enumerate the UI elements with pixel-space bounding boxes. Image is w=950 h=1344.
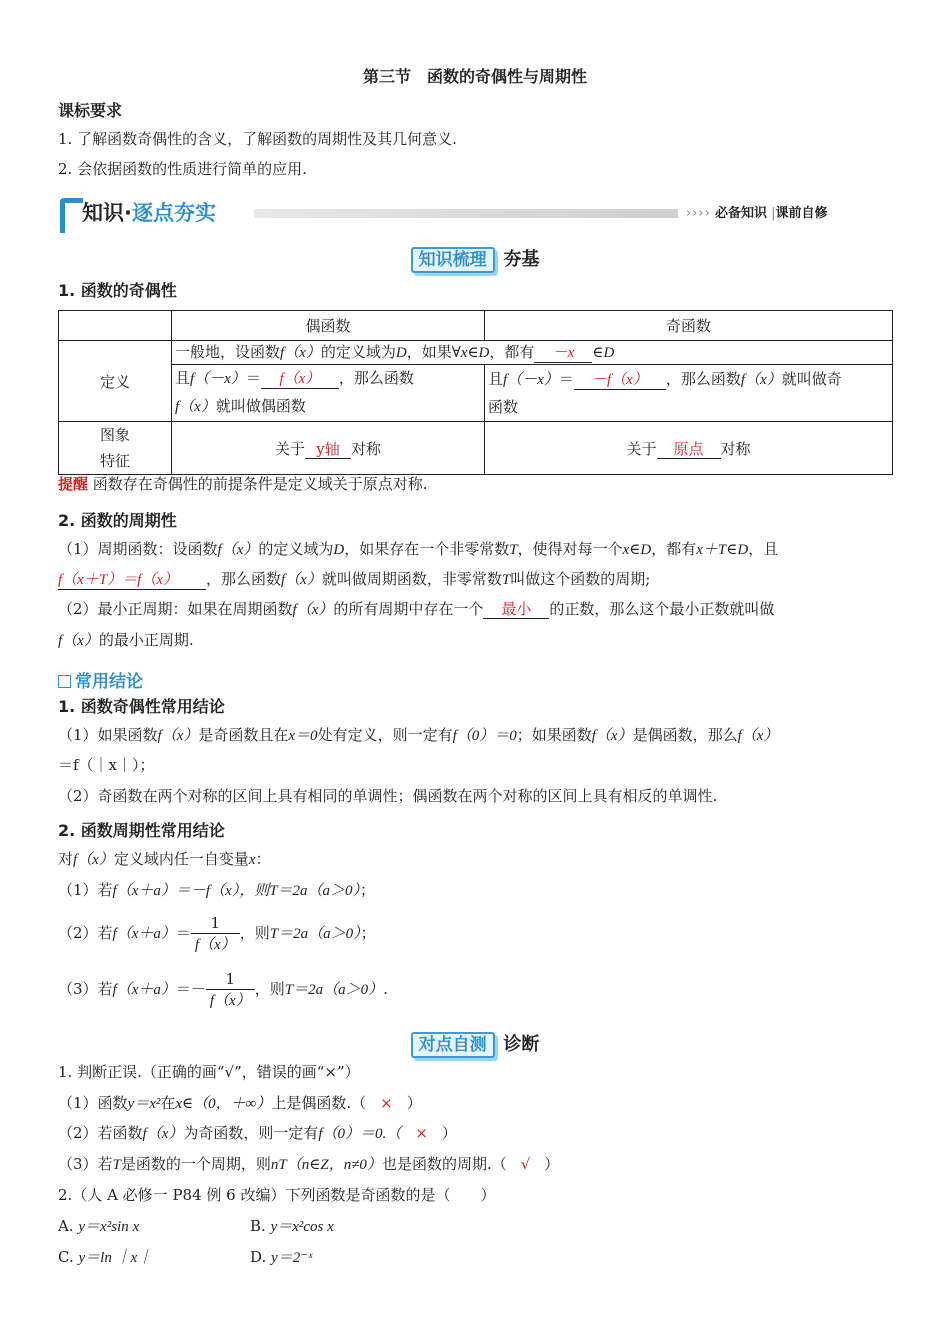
section-tag-selftest bbox=[0, 1030, 950, 1056]
checkbox-icon bbox=[58, 675, 71, 688]
odd-definition: 且f（－x）＝ －f（x） ，那么函数f（x）就叫做奇 函数 bbox=[485, 365, 893, 422]
parity-heading: 1. 函数的奇偶性 bbox=[58, 281, 177, 300]
min-period-line2: f（x）的最小正周期. bbox=[58, 631, 194, 649]
col-even: 偶函数 bbox=[172, 311, 485, 341]
option-a: A. y＝x²sin x bbox=[58, 1217, 140, 1235]
period-def-line1: （1）周期函数：设函数f（x）的定义域为D，如果存在一个非零常数T，使得对每一个x∈D，都有x＋T∈D，且 bbox=[58, 540, 779, 558]
answer-cross: × bbox=[380, 1094, 393, 1112]
requirement-item: 1. 了解函数奇偶性的含义，了解函数的周期性及其几何意义. bbox=[58, 130, 457, 148]
tip-label: 提醒 bbox=[58, 475, 89, 493]
period-def-line2: f（x＋T）＝f（x） ，那么函数f（x）就叫做周期函数，非零常数T叫做这个函数的周期; bbox=[58, 570, 651, 588]
option-b: B. y＝x²cos x bbox=[250, 1217, 334, 1235]
conclusion2-intro: 对f（x）定义域内任一自变量x： bbox=[58, 850, 271, 868]
knowledge-banner bbox=[58, 196, 896, 232]
row-definition: 定义 bbox=[59, 341, 172, 422]
conclusion1-heading: 1. 函数奇偶性常用结论 bbox=[58, 697, 225, 716]
question-1-3: （3）若T是函数的一个周期，则nT（n∈Z，n≠0）也是函数的周期.（ √ ） bbox=[58, 1155, 560, 1173]
answer-period: f（x＋T）＝f（x） bbox=[58, 571, 206, 590]
fraction: $\frac{1}{f(x)}$ bbox=[206, 969, 255, 1012]
page-title: 第三节 函数的奇偶性与周期性 bbox=[362, 67, 587, 86]
answer-y-axis: y轴 bbox=[305, 440, 351, 459]
answer-check: √ bbox=[520, 1155, 531, 1173]
section-tag-label: 对点自测 bbox=[411, 1032, 495, 1058]
section-tag-suffix: 夯基 bbox=[503, 249, 540, 270]
period-heading: 2. 函数的周期性 bbox=[58, 511, 177, 530]
definition-common: 一般地，设函数f（x）的定义域为D，如果∀x∈D，都有 －x ∈D bbox=[172, 341, 893, 365]
question-2: 2.（人 A 必修一 P84 例 6 改编）下列函数是奇函数的是（ ） bbox=[58, 1186, 496, 1204]
answer-origin: 原点 bbox=[657, 440, 721, 459]
option-d: D. y＝2⁻ˣ bbox=[250, 1248, 313, 1266]
banner-dot: · bbox=[124, 201, 132, 225]
section-tag-suffix: 诊断 bbox=[503, 1034, 540, 1055]
conclusion2-heading: 2. 函数周期性常用结论 bbox=[58, 821, 225, 840]
conclusion1-item1-line2: ＝f（｜x｜）； bbox=[58, 756, 155, 774]
even-definition: 且f（－x）＝ f（x） ，那么函数 f（x）就叫做偶函数 bbox=[172, 365, 485, 422]
conclusion1-item2: （2）奇函数在两个对称的区间上具有相同的单调性；偶函数在两个对称的区间上具有相反的单调性. bbox=[58, 787, 718, 805]
option-c: C. y＝ln ｜x｜ bbox=[58, 1248, 153, 1266]
banner-bracket-icon bbox=[60, 198, 83, 233]
parity-table bbox=[58, 310, 893, 475]
requirement-item: 2. 会依据函数的性质进行简单的应用. bbox=[58, 160, 307, 178]
question-1-2: （2）若函数f（x）为奇函数，则一定有f（0）＝0.（ × ） bbox=[58, 1124, 457, 1142]
banner-sep: | bbox=[771, 206, 776, 221]
conclusion2-rule2: （2）若f（x＋a）＝ $\frac{1}{f(x)}$ ，则T＝2a（a＞0）； bbox=[58, 910, 376, 957]
banner-title-b: 逐点夯实 bbox=[131, 201, 216, 225]
conclusion2-rule1: （1）若f（x＋a）＝－f（x），则T＝2a（a＞0）； bbox=[58, 881, 376, 899]
answer-even: f（x） bbox=[261, 370, 339, 389]
section-tag-label: 知识梳理 bbox=[411, 247, 495, 273]
tip-text: 函数存在奇偶性的前提条件是定义域关于原点对称. bbox=[92, 475, 428, 493]
answer-min: 最小 bbox=[483, 600, 549, 619]
min-period-line1: （2）最小正周期：如果在周期函数f（x）的所有周期中存在一个 最小 的正数，那么这个最小正数就叫做 bbox=[58, 600, 775, 618]
banner-right-b: 课前自修 bbox=[775, 206, 828, 221]
conclusion1-item1-line1: （1）如果函数f（x）是奇函数且在x＝0处有定义，则一定有f（0）＝0；如果函数f（x）是偶函数，那么f（x） bbox=[58, 726, 779, 744]
fraction: $\frac{1}{f(x)}$ bbox=[191, 913, 240, 956]
conclusion2-rule3: （3）若f（x＋a）＝－ $\frac{1}{f(x)}$ ，则T＝2a（a＞0）. bbox=[58, 966, 388, 1013]
tip bbox=[58, 474, 428, 494]
odd-graph: 关于 原点 对称 bbox=[485, 422, 893, 475]
col-odd: 奇函数 bbox=[485, 311, 893, 341]
banner-bar bbox=[254, 209, 678, 218]
even-graph: 关于 y轴 对称 bbox=[172, 422, 485, 475]
answer-neg-x: －x bbox=[534, 344, 592, 363]
row-graph: 图象 特征 bbox=[59, 422, 172, 475]
answer-odd: －f（x） bbox=[574, 371, 666, 390]
question-1: 1. 判断正误.（正确的画“√”，错误的画“×”） bbox=[58, 1063, 360, 1081]
chevron-right-icon: ›››› bbox=[686, 206, 711, 221]
banner-title-a: 知识 bbox=[82, 201, 124, 225]
requirements-heading: 课标要求 bbox=[58, 101, 123, 120]
question-1-1: （1）函数y＝x²在x∈（0，＋∞）上是偶函数.（ × ） bbox=[58, 1094, 422, 1112]
answer-cross: × bbox=[415, 1124, 428, 1142]
banner-right-a: 必备知识 bbox=[714, 206, 767, 221]
conclusions-heading: 常用结论 bbox=[58, 667, 143, 692]
section-tag-knowledge bbox=[0, 245, 950, 271]
